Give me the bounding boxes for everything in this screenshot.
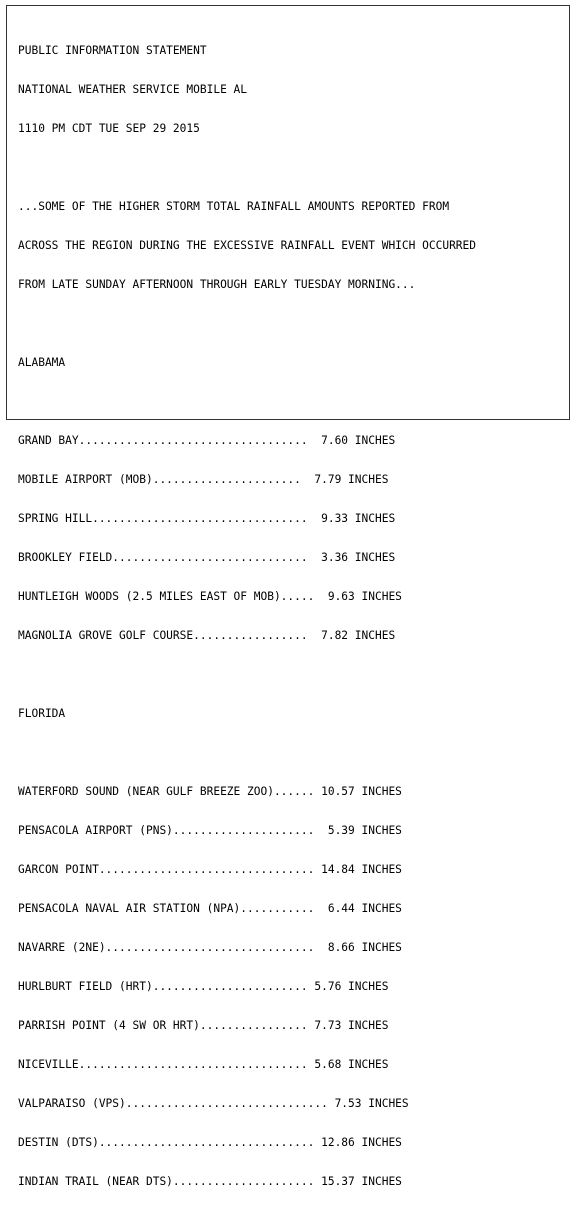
rainfall-row: MOBILE AIRPORT (MOB)...................... 7.79 INCHES (18, 473, 389, 486)
intro-line: ACROSS THE REGION DURING THE EXCESSIVE RAINFALL EVENT WHICH OCCURRED (18, 239, 477, 252)
intro-line: FROM LATE SUNDAY AFTERNOON THROUGH EARLY TUESDAY MORNING... (18, 278, 416, 291)
section-heading-florida: FLORIDA (18, 707, 66, 720)
rainfall-row: WATERFORD SOUND (NEAR GULF BREEZE ZOO)...... 10.57 INCHES (18, 785, 402, 798)
rainfall-row: SPRING HILL................................ 9.33 INCHES (18, 512, 396, 525)
header-office: NATIONAL WEATHER SERVICE MOBILE AL (18, 83, 248, 96)
intro-line: ...SOME OF THE HIGHER STORM TOTAL RAINFALL AMOUNTS REPORTED FROM (18, 200, 450, 213)
rainfall-row: NAVARRE (2NE)............................... 8.66 INCHES (18, 941, 402, 954)
rainfall-row: DESTIN (DTS)................................ 12.86 INCHES (18, 1136, 402, 1149)
blank-line (18, 317, 476, 330)
blank-line (18, 161, 476, 174)
rainfall-row: VALPARAISO (VPS).............................. 7.53 INCHES (18, 1097, 409, 1110)
rainfall-row: GARCON POINT................................ 14.84 INCHES (18, 863, 402, 876)
statement-frame (6, 5, 570, 1188)
rainfall-row: BROOKLEY FIELD............................. 3.36 INCHES (18, 551, 396, 564)
rainfall-row: MAGNOLIA GROVE GOLF COURSE................. 7.82 INCHES (18, 629, 396, 642)
rainfall-row: PARRISH POINT (4 SW OR HRT)................ 7.73 INCHES (18, 1019, 389, 1032)
header-timestamp: 1110 PM CDT TUE SEP 29 2015 (18, 122, 200, 135)
rainfall-row: HUNTLEIGH WOODS (2.5 MILES EAST OF MOB)..... 9.63 INCHES (18, 590, 402, 603)
rainfall-row: NICEVILLE.................................. 5.68 INCHES (18, 1058, 389, 1071)
rainfall-row: GRAND BAY.................................. 7.60 INCHES (18, 434, 396, 447)
rainfall-row: INDIAN TRAIL (NEAR DTS)..................... 15.37 INCHES (18, 1175, 402, 1188)
blank-line (18, 746, 476, 759)
header-title: PUBLIC INFORMATION STATEMENT (18, 44, 207, 57)
rainfall-row: PENSACOLA AIRPORT (PNS)..................... 5.39 INCHES (18, 824, 402, 837)
blank-line (18, 395, 476, 408)
blank-line (18, 668, 476, 681)
rainfall-row: PENSACOLA NAVAL AIR STATION (NPA)........... 6.44 INCHES (18, 902, 402, 915)
section-heading-alabama: ALABAMA (18, 356, 66, 369)
rainfall-row: HURLBURT FIELD (HRT)....................... 5.76 INCHES (18, 980, 389, 993)
public-information-statement (18, 18, 476, 1214)
